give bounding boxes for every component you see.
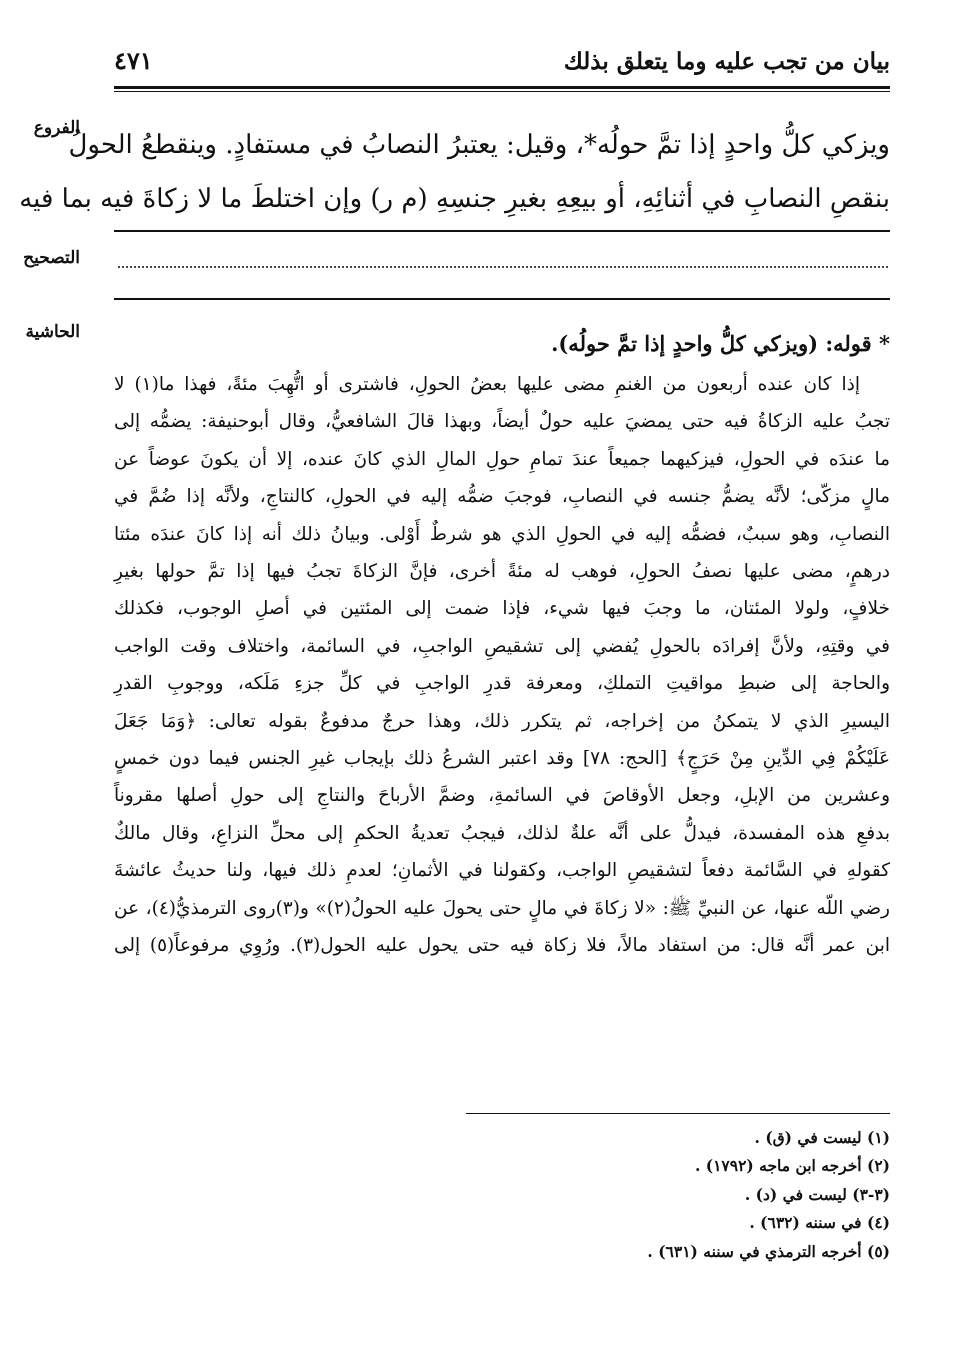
hashiya-heading: * قوله: (ويزكي كلُّ واحدٍ إذا تمَّ حولُه). xyxy=(551,331,890,356)
footnote-rule xyxy=(466,1113,890,1114)
furu-line: بنقصِ النصابِ في أثنائِهِ، أو بيعِهِ بغيرِ جنسِهِ (م ر) وإن اختلطَ ما لا زكاةَ فيه بما فيه xyxy=(19,184,890,214)
footnote: (٥) أخرجه الترمذي في سننه (٦٣١) . xyxy=(647,1241,890,1261)
hashiya-line: كقولهِ في السَّائمة دفعاً لتشقيصِ الواجب، وكقولنا في الأثمانِ؛ لعدمِ ذلك فيها، ولنا حديثُ عائشةَ xyxy=(114,860,890,882)
hashiya-line: رضي اللّه عنها، عن النبيِّ ﷺ: «لا زكاةَ في مالٍ حتى يحولَ عليه الحولُ(٢)» و(٣)روى الترمذيُّ(٤)، عن xyxy=(114,897,890,919)
furu-divider xyxy=(114,230,890,232)
hashiya-line: بدفعِ هذه المفسدة، فيدلُّ على أنَّه علةٌ لذلك، فيجبُ تعديةُ الحكمِ إلى محلِّ النزاعِ، وقال مالكٌ xyxy=(114,822,890,844)
hashiya-line: إذا كان عنده أربعون من الغنمِ مضى عليها بعضُ الحولِ، فاشترى أو اتُّهِبَ مئةً، فهذا ما(١) لا xyxy=(114,374,860,395)
label-furu: الفروع xyxy=(33,118,80,138)
hashiya-line: ابن عمر أنَّه قال: من استفاد مالاً، فلا زكاة فيه حتى يحول عليه الحول(٣). ورُوِي مرفوعاً(٥) إلى xyxy=(114,935,890,957)
tashih-dotted-line xyxy=(118,266,888,268)
label-hashiya: الحاشية xyxy=(25,322,80,342)
hashiya-line: تجبُ عليه الزكاةُ فيه حتى يمضيَ عليه حولٌ أيضاً، وبهذا قالَ الشافعيُّ، وقال أبوحنيفة: يضمُّه إلى xyxy=(114,411,890,433)
furu-line: ويزكي كلُّ واحدٍ إذا تمَّ حولُه*، وقيل: يعتبرُ النصابُ في مستفادٍ. وينقطعُ الحولُ xyxy=(68,130,890,160)
hashiya-line: والحاجة إلى ضبطِ مواقيتِ التملكِ، ومعرفة قدرِ الواجبِ في كلِّ جزءِ مَلَكه، ووجوبِ القدرِ xyxy=(114,673,891,695)
footnote: (٢) أخرجه ابن ماجه (١٧٩٢) . xyxy=(694,1156,890,1176)
hashiya-line: وعشرين من الإبلِ، وجعل الأوقاصَ في السائمةِ، وضمَّ الأرباحَ والنتاجِ إلى حولِ أصلها مقروناً xyxy=(114,785,890,807)
header-rule-thin xyxy=(114,91,890,92)
footnote: (٣-٣) ليست في (د) . xyxy=(744,1184,890,1204)
header-rule xyxy=(114,86,890,89)
label-tashih: التصحيح xyxy=(23,248,80,268)
hashiya-line: اليسيرِ الذي لا يتمكنُ من إخراجه، ثم يتكرر ذلك، وهذا حرجٌ مدفوعٌ بقوله تعالى: ﴿وَمَا جَعَلَ xyxy=(114,710,890,732)
page-header xyxy=(114,46,890,86)
hashiya-line: مالٍ مزكّى؛ لأنَّه يضمُّ جنسه في النصابِ، فوجبَ ضمُّه إليه في الحولِ، كالنتاجِ، ولأنَّه إذا ضُمَّ في xyxy=(114,486,890,508)
footnote: (٤) في سننه (٦٣٢) . xyxy=(749,1213,890,1233)
hashiya-line: في وقتِهِ، ولأنَّ إفرادَه بالحولِ يُفضي إلى تشقيصِ الواجبِ، في السائمة، واختلاف وقت الواجب xyxy=(114,635,890,657)
hashiya-line: خلافٍ، ولولا المئتان، ما وجبَ فيها شيء، فإذا ضمت إلى المئتين في أصلِ الوجوب، فكذلك xyxy=(114,598,890,620)
footnotes xyxy=(300,1124,890,1266)
footnote: (١) ليست في (ق) . xyxy=(754,1128,890,1147)
hashiya-line: درهمٍ، مضى عليها نصفُ الحولِ، فوهب له مئةً أخرى، فإنَّ الزكاةَ تجبُ فيها إذا تمَّ حولها بغيرِ xyxy=(114,561,890,583)
hashiya-text xyxy=(114,322,890,965)
hashiya-line: عَلَيْكُمْ فِي الدِّينِ مِنْ حَرَجٍ﴾ [الحج: ٧٨] وقد اعتبر الشرعُ ذلك بإيجاب غيرِ الجنس فيما دون خمسٍ xyxy=(114,748,890,770)
running-title: بيان من تجب عليه وما يتعلق بذلك xyxy=(563,48,890,75)
hashiya-line: ما عندَه في الحولِ، فيزكيهما جميعاً عندَ تمامِ حولِ المالِ الذي كانَ عنده، إلا أن يكونَ عوضاً عن xyxy=(114,448,890,470)
page-number: ٤٧١ xyxy=(114,46,153,75)
tashih-divider xyxy=(114,298,890,300)
hashiya-line: النصابِ، وهو سببٌ، فضمُّه إليه في الحولِ الذي هو شرطٌ أَوْلى. وبيانُ ذلك أنه إذا كانَ عندَه مئتا xyxy=(114,523,890,545)
